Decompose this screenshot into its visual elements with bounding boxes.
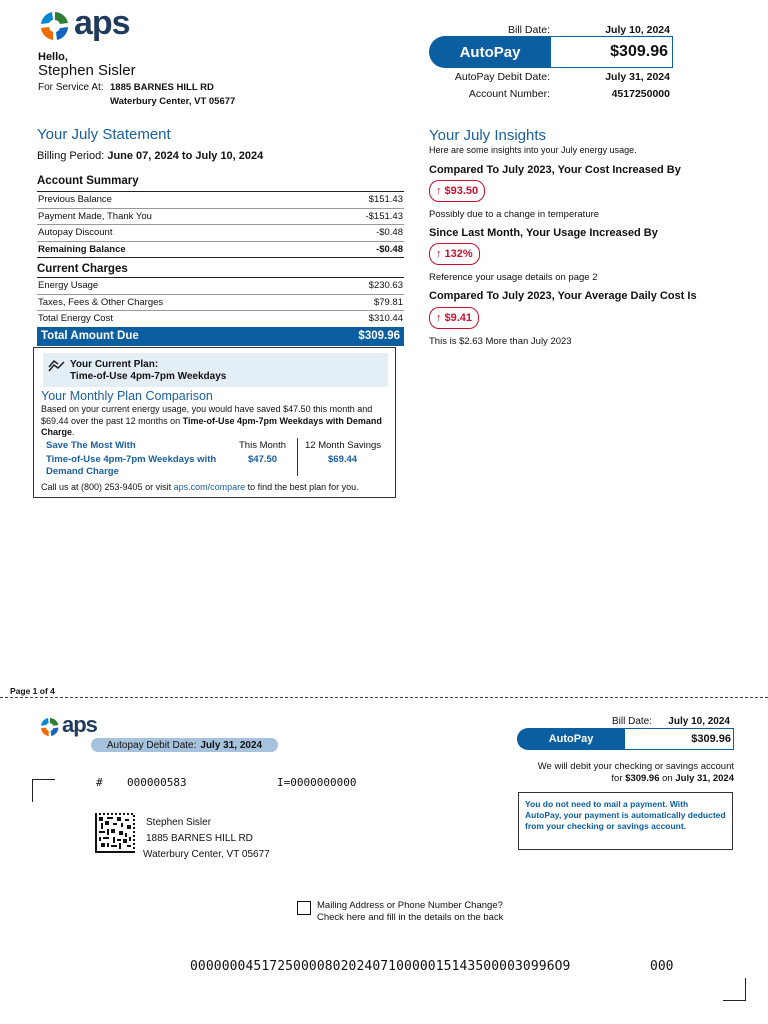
arrow-up-icon: ↑: [436, 312, 442, 324]
row-label: Payment Made, Thank You: [38, 210, 152, 222]
stub-autopay-amount: $309.96: [625, 728, 734, 750]
current-plan-label: Your Current Plan:: [70, 359, 159, 370]
this-month-header: This Month: [239, 440, 286, 451]
logo-wordmark: aps: [74, 4, 130, 42]
sequence-number: 000000583: [127, 776, 187, 789]
insight-value: $9.41: [444, 312, 473, 324]
row-label: Energy Usage: [38, 280, 99, 292]
account-number: 4517250000: [611, 88, 670, 100]
plan-comparison-desc: [41, 404, 386, 439]
year-saving: $69.44: [328, 454, 358, 465]
insight-note: Possibly due to a change in temperature: [429, 209, 600, 220]
mailing-name: Stephen Sisler: [146, 817, 212, 828]
charges-row: [37, 311, 404, 327]
column-divider: [297, 438, 298, 476]
account-number-label: Account Number:: [468, 88, 550, 100]
stub-bill-date: July 10, 2024: [668, 716, 730, 727]
debit-date-label: AutoPay Debit Date:: [454, 71, 550, 83]
call-text: Call us at (800) 253-9405 or visit: [41, 482, 174, 492]
perforation-line: [0, 697, 768, 698]
recommended-plan-line1: Time-of-Use 4pm-7pm Weekdays with: [46, 454, 217, 465]
arrow-up-icon: ↑: [436, 185, 442, 197]
ocr-scanline-suffix: 000: [650, 959, 674, 974]
mailing-address-line1: 1885 BARNES HILL RD: [146, 833, 253, 844]
address-change-line2: Check here and fill in the details on the back: [317, 912, 504, 923]
stub-bill-date-label: Bill Date:: [611, 716, 652, 727]
save-most-header: Save The Most With: [46, 440, 136, 451]
page-number: Page 1 of 4: [10, 686, 55, 696]
account-summary-title: Account Summary: [37, 175, 139, 187]
insight-value: $93.50: [444, 185, 479, 197]
insights-title: Your July Insights: [429, 127, 547, 144]
total-amount-due-bar: [37, 327, 404, 346]
plan-comparison-box: [33, 347, 396, 498]
debit-notice-line1: We will debit your checking or savings account: [537, 761, 734, 772]
current-charges-title: Current Charges: [37, 263, 128, 275]
aps-logo-icon: [39, 716, 61, 738]
stub-debit-date: July 31, 2024: [200, 739, 263, 751]
call-end: to find the best plan for you.: [245, 482, 359, 492]
stub-debit-notice: [480, 761, 734, 785]
debit-date: July 31, 2024: [675, 773, 734, 784]
service-address-line1: 1885 BARNES HILL RD: [110, 82, 214, 93]
mailing-address-line2: Waterbury Center, VT 05677: [143, 849, 270, 860]
row-value: -$0.48: [376, 227, 403, 239]
plan-comparison-title: Your Monthly Plan Comparison: [41, 389, 213, 403]
greeting: Hello,: [38, 51, 68, 63]
row-label: Total Energy Cost: [38, 313, 113, 325]
billing-period-label: Billing Period:: [37, 150, 105, 162]
compare-link[interactable]: aps.com/compare: [173, 482, 246, 492]
no-mail-note: You do not need to mail a payment. With AutoPay, your payment is automatically deducted from your checking or savings account.: [518, 792, 733, 850]
stub-autopay-box: [517, 728, 733, 750]
statement-title: Your July Statement: [37, 126, 171, 143]
remaining-balance-row: [37, 242, 404, 259]
account-summary: [37, 172, 404, 346]
corner-mark-top-left: [32, 779, 55, 802]
current-plan-header: [43, 353, 388, 387]
current-plan-name: Time-of-Use 4pm-7pm Weekdays: [70, 371, 227, 382]
month-saving: $47.50: [248, 454, 278, 465]
insight-value: 132%: [444, 248, 473, 260]
bill-date: July 10, 2024: [605, 24, 670, 36]
autopay-amount-box: [429, 36, 670, 68]
sequence-hash: #: [96, 776, 103, 789]
twelve-month-header: 12 Month Savings: [305, 440, 382, 451]
insight-title: Since Last Month, Your Usage Increased By: [429, 227, 658, 239]
imb-code: I=0000000000: [277, 776, 357, 789]
summary-row: [37, 191, 404, 209]
corner-mark-bottom-right: [723, 978, 746, 1001]
service-label: For Service At:: [38, 82, 104, 93]
total-due-label: Total Amount Due: [41, 330, 139, 342]
autopay-label: AutoPay: [429, 36, 551, 68]
stub-logo-wordmark: aps: [62, 712, 97, 737]
row-label: Remaining Balance: [38, 243, 126, 255]
summary-row: [37, 225, 404, 242]
insight-note: This is $2.63 More than July 2023: [429, 336, 572, 347]
address-change-text: [317, 900, 503, 924]
billing-period: [37, 150, 263, 162]
service-address-line2: Waterbury Center, VT 05677: [110, 96, 236, 107]
insight-value-badge: [429, 307, 479, 329]
row-label: Previous Balance: [38, 194, 112, 206]
aps-logo: [38, 4, 138, 44]
bill-date-label: Bill Date:: [507, 24, 550, 36]
autopay-amount: $309.96: [551, 36, 673, 68]
row-value: $310.44: [368, 313, 403, 325]
debit-amount: $309.96: [625, 773, 660, 784]
stub-debit-date-pill: [91, 738, 278, 752]
insight-value-badge: [429, 180, 485, 202]
charges-row: [37, 277, 404, 295]
customer-name: Stephen Sisler: [38, 62, 136, 79]
arrow-up-icon: ↑: [436, 248, 442, 260]
aps-logo-icon: [38, 9, 72, 43]
desc-text: Based on your current energy usage, you would have saved $47.50 this month and $69.44 over the past 12 months on: [41, 404, 373, 426]
insights-subtitle: Here are some insights into your July energy usage.: [429, 145, 637, 155]
total-due-value: $309.96: [358, 330, 400, 342]
datamatrix-barcode: [95, 813, 135, 853]
insight-title: Compared To July 2023, Your Average Daily Cost Is: [429, 290, 697, 302]
desc-plan-name: Time-of-Use 4pm-7pm Weekdays with Demand Charge: [41, 415, 382, 437]
billing-period-value: June 07, 2024 to July 10, 2024: [107, 150, 264, 162]
insight-title: Compared To July 2023, Your Cost Increased By: [429, 164, 681, 176]
desc-end: .: [72, 427, 75, 437]
row-label: Autopay Discount: [38, 227, 113, 239]
ocr-scanline: 0000000451725000080202407100000151435000030996O9: [190, 959, 571, 974]
address-change-checkbox[interactable]: [297, 901, 311, 915]
insight-value-badge: [429, 243, 480, 265]
debit-pre: for: [611, 773, 626, 784]
row-value: $230.63: [368, 280, 403, 292]
row-value: $151.43: [368, 194, 403, 206]
debit-notice-line2: [480, 773, 734, 785]
address-change-line1: Mailing Address or Phone Number Change?: [317, 900, 503, 911]
debit-mid: on: [659, 773, 676, 784]
row-value: -$0.48: [376, 243, 403, 255]
stub-aps-logo: [39, 714, 99, 740]
summary-row: [37, 209, 404, 226]
recommended-plan-line2: Demand Charge: [46, 466, 119, 477]
stub-autopay-label: AutoPay: [517, 728, 625, 750]
debit-date: July 31, 2024: [605, 71, 670, 83]
call-us-text: [41, 482, 359, 492]
stub-debit-label: Autopay Debit Date:: [106, 739, 197, 751]
row-label: Taxes, Fees & Other Charges: [38, 296, 164, 308]
row-value: $79.81: [373, 296, 403, 308]
plan-trend-icon: [48, 360, 66, 372]
charges-row: [37, 295, 404, 312]
row-value: -$151.43: [365, 210, 403, 222]
insight-note: Reference your usage details on page 2: [429, 272, 598, 283]
